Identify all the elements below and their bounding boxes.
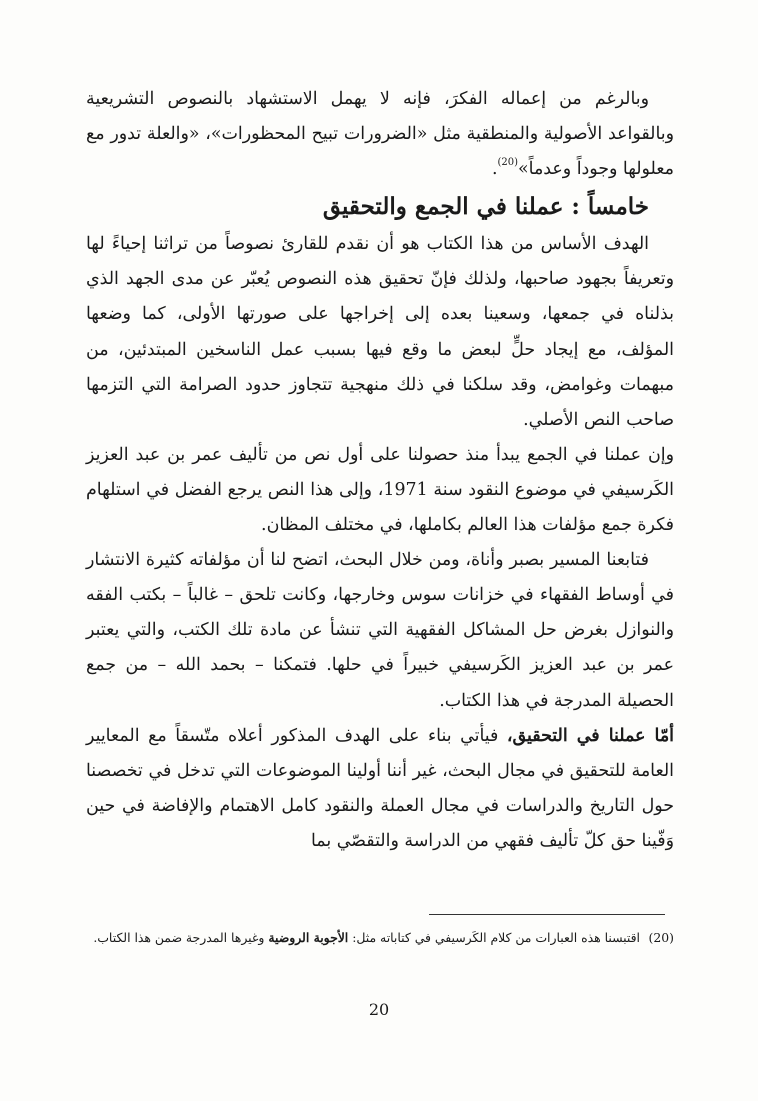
- footnote-reference: (20): [497, 157, 519, 169]
- paragraph-collection: وإن عملنا في الجمع يبدأ منذ حصولنا على أول نص من تأليف عمر بن عبد العزيز الكَرسيفي في موضوع النقود سنة 1971، وإلى هذا النص يرجع الفضل في استلهام فكرة جمع مؤلفات هذا العالم بكاملها، في مختلف المظان.: [86, 444, 674, 536]
- section-heading-separator: :: [571, 193, 580, 221]
- section-heading-title: عملنا في الجمع والتحقيق: [322, 193, 564, 221]
- page-number: 20: [368, 1000, 390, 1019]
- footnote-number: (20): [648, 930, 674, 945]
- paragraph-verification-text: فيأتي بناء على الهدف المذكور أعلاه متّسقاً مع المعايير العامة للتحقيق في مجال البحث، غير أننا أولينا الموضوعات التي تدخل في تخصصنا حول التاريخ والدراسات في مجال العملة والنقود كامل الاهتمام والإفاضة في حين وَفّينا حق كلّ تأليف فقهي من الدراسة والتقصّي بما: [86, 725, 674, 851]
- footnote: [86, 927, 674, 949]
- paragraph-verification: [86, 719, 674, 859]
- footnote-divider: [429, 914, 665, 915]
- footnote-text-start: اقتبسنا هذه العبارات من كلام الكَرسيفي في كتاباته مثل:: [348, 930, 640, 945]
- paragraph-intro-text: وبالرغم من إعماله الفكرَ، فإنه لا يهمل الاستشهاد بالنصوص التشريعية وبالقواعد الأصولية والمنطقية مثل «الضرورات تبيح المحظورات»، «والعلة تدور مع معلولها وجوداً وعدماً»: [86, 89, 674, 180]
- paragraph-goal: الهدف الأساس من هذا الكتاب هو أن نقدم للقارئ نصوصاً من تراثنا إحياءً لها وتعريفاً بجهود صاحبها، ولذلك فإنّ تحقيق هذه النصوص يُعبّر عن مدى الجهد الذي بذلناه في جمعها، وسعينا بعده إلى إخراجها على صورتها الأولى، كما وضعها المؤلف، مع إيجاد حلٍّ لبعض ما وقع فيها بسبب عمل الناسخين المبتدئين، من مبهمات وغوامض، وقد سلكنا في ذلك منهجية تتجاوز حدود الصرامة التي التزمها صاحب النص الأصلي.: [86, 234, 674, 430]
- paragraph-verification-lead: أمّا عملنا في التحقيق،: [506, 725, 674, 746]
- footnote-book-title: الأجوبة الروضية: [268, 930, 349, 945]
- main-text: [86, 82, 674, 859]
- paragraph-search: فتابعنا المسير بصبر وأناة، ومن خلال البحث، اتضح لنا أن مؤلفاته كثيرة الانتشار في أوساط الفقهاء في خزانات سوس وخارجها، وكانت تلحق – غالباً – بكتب الفقه والنوازل بغرض حل المشاكل الفقهية التي تنشأ عن مادة تلك الكتب، والتي يعتبر عمر بن عبد العزيز الكَرسيفي خبيراً في حلها. فتمكنا – بحمد الله – من جمع الحصيلة المدرجة في هذا الكتاب.: [86, 550, 674, 711]
- paragraph-intro-end: .: [491, 159, 498, 180]
- section-heading-prefix: خامساً: [587, 193, 649, 221]
- section-heading: [86, 187, 674, 227]
- paragraph-intro: [86, 82, 674, 187]
- footnote-text-end: وغيرها المدرجة ضمن هذا الكتاب.: [93, 930, 269, 945]
